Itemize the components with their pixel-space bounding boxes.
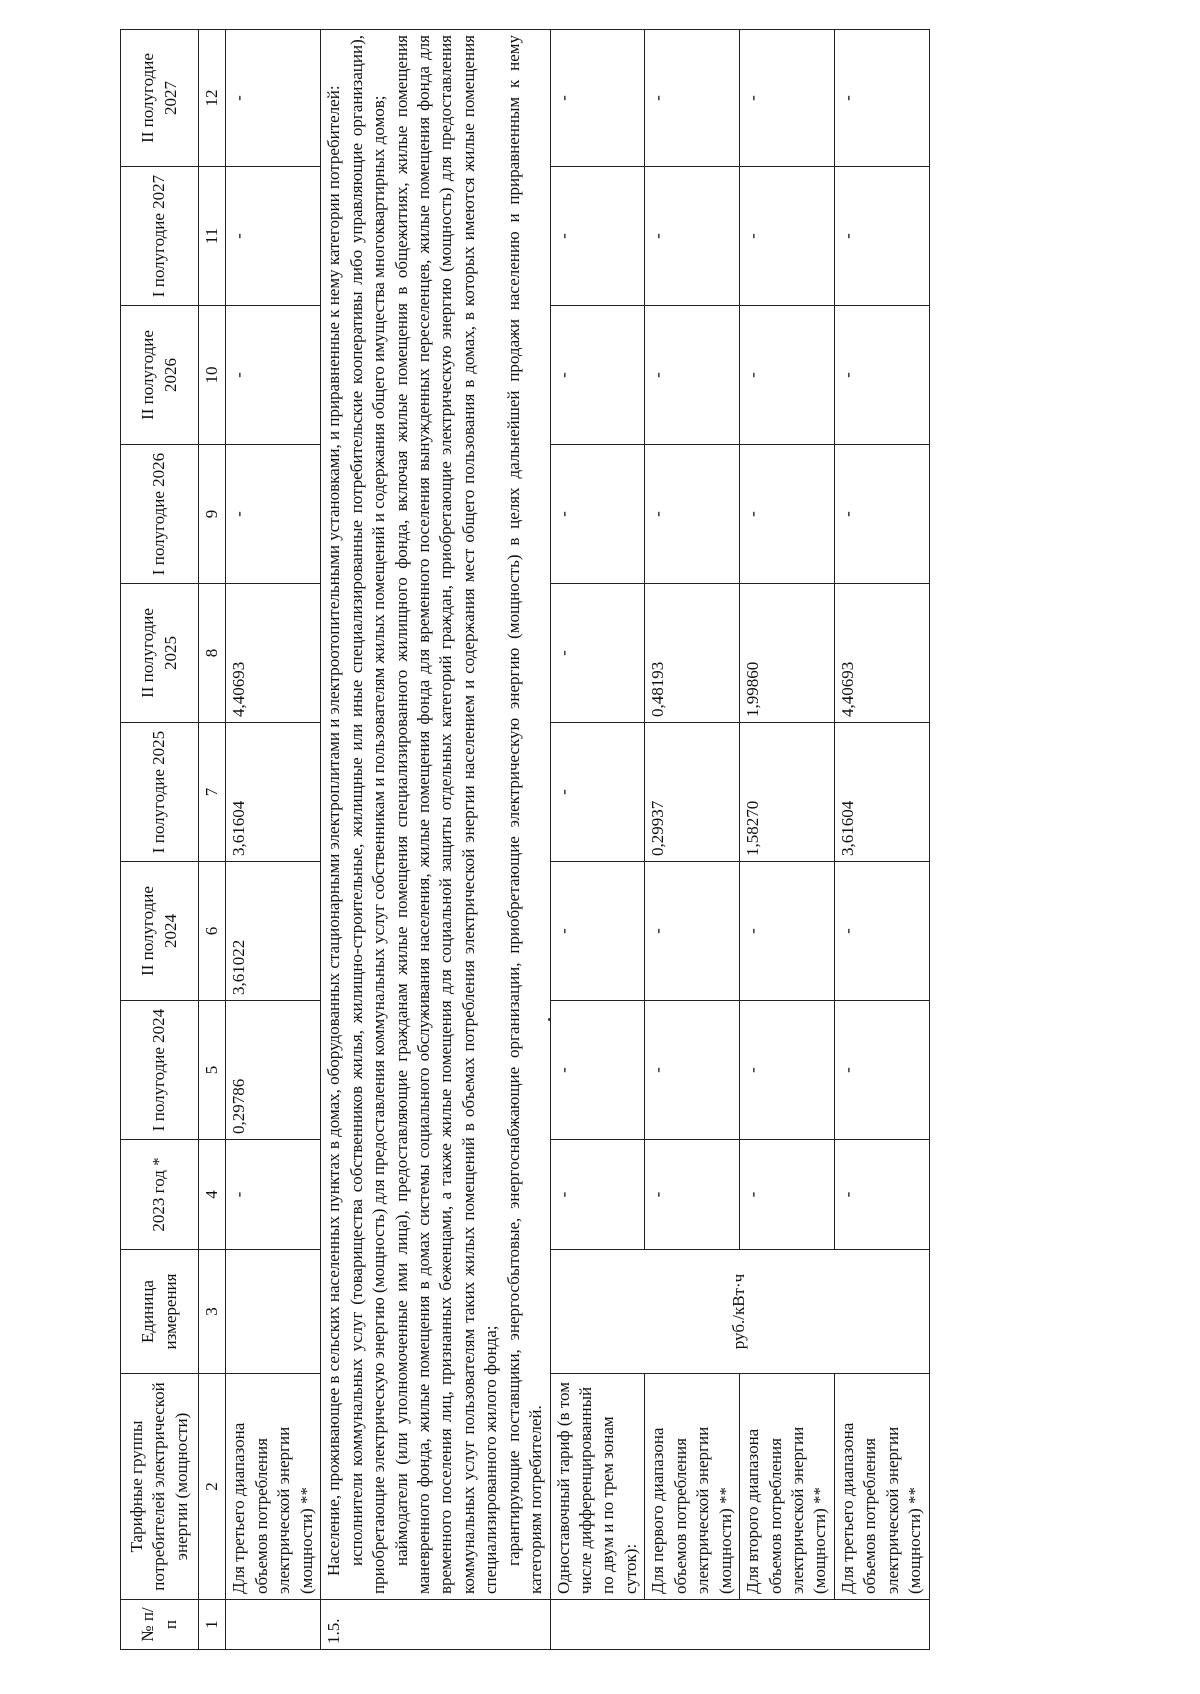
- row-name: Для второго диапазона объемов потребления электрической энергии (мощности) **: [740, 1374, 835, 1600]
- col-number: 3: [199, 1250, 226, 1374]
- row-name: Одноставочный тариф (в том числе дифференцированный по двум и по трем зонам суток):: [550, 1374, 645, 1600]
- row-value: -: [740, 445, 835, 584]
- row-value: -: [740, 167, 835, 306]
- row-value: -: [740, 30, 835, 167]
- row-value: -: [834, 1001, 929, 1140]
- row-value: -: [834, 306, 929, 445]
- header-period: I полугодие 2027: [121, 167, 199, 306]
- header-2023: 2023 год *: [121, 1140, 199, 1250]
- rotated-page: [120, 30, 1120, 1650]
- header-row: [121, 30, 199, 1650]
- row-value: -: [645, 1001, 740, 1140]
- row-value: -: [740, 862, 835, 1001]
- tariff-table: [120, 29, 930, 1650]
- row-value: -: [550, 445, 645, 584]
- header-period: I полугодие 2024: [121, 1001, 199, 1140]
- row-value: -: [645, 862, 740, 1001]
- row-value: -: [834, 30, 929, 167]
- row-value: -: [226, 30, 321, 167]
- row-value: -: [226, 445, 321, 584]
- col-number: 4: [199, 1140, 226, 1250]
- row-value: 0,48193: [645, 584, 740, 723]
- row-2023: -: [645, 1140, 740, 1250]
- col-number: 10: [199, 306, 226, 445]
- row-no: [550, 1600, 929, 1650]
- row-value: -: [645, 445, 740, 584]
- unit-cell: руб./кВт·ч: [550, 1250, 929, 1374]
- section-row: [321, 30, 550, 1650]
- row-name: Для третьего диапазона объемов потребления электрической энергии (мощности) **: [226, 1374, 321, 1600]
- col-number: 11: [199, 167, 226, 306]
- header-unit: Единица измерения: [121, 1250, 199, 1374]
- header-period: I полугодие 2026: [121, 445, 199, 584]
- row-no: [226, 1600, 321, 1650]
- row-value: -: [550, 1001, 645, 1140]
- table-row: [740, 30, 835, 1650]
- section-paragraph: исполнители коммунальных услуг (товарищества собственников жилья, жилищно-строительные, жилищные или иные специализированные потребительские кооперативы либо управляющие организации), приобретающие электрическую энергию (мощность) для предоставления коммунальных услуг собственникам и пользователям жилых помещений и содержания общего имущества многоквартирных домов;: [346, 35, 389, 1594]
- row-value: -: [550, 723, 645, 862]
- col-number: 2: [199, 1374, 226, 1600]
- row-value: 4,40693: [226, 584, 321, 723]
- header-group: Тарифные группы потребителей электрической энергии (мощности): [121, 1374, 199, 1600]
- row-value: 3,61604: [226, 723, 321, 862]
- row-value: 3,61022: [226, 862, 321, 1001]
- table-row: [834, 30, 929, 1650]
- row-value: -: [226, 306, 321, 445]
- row-value: -: [834, 445, 929, 584]
- row-value: -: [550, 584, 645, 723]
- row-2023: -: [834, 1140, 929, 1250]
- row-value: 1,58270: [740, 723, 835, 862]
- section-paragraph: Население, проживающее в сельских населенных пунктах в домах, оборудованных стационарными электроплитами и электроотопительными установками, и приравненные к нему категории потребителей:: [324, 85, 344, 1576]
- section-paragraph: гарантирующие поставщики, энергосбытовые, энергоснабжающие организации, приобретающие электрическую энергию (мощность) в целях дальнейшей продажи населению и приравненным к нему категориям потребителей.: [503, 35, 546, 1594]
- row-value: 3,61604: [834, 723, 929, 862]
- row-value: -: [550, 306, 645, 445]
- row-value: -: [550, 167, 645, 306]
- row-value: -: [226, 167, 321, 306]
- col-number: 12: [199, 30, 226, 167]
- row-value: -: [645, 30, 740, 167]
- row-unit: [226, 1250, 321, 1374]
- row-name: Для первого диапазона объемов потребления электрической энергии (мощности) **: [645, 1374, 740, 1600]
- column-number-row: [199, 30, 226, 1650]
- header-period: II полугодие 2024: [121, 862, 199, 1001]
- row-value: -: [740, 306, 835, 445]
- header-period: I полугодие 2025: [121, 723, 199, 862]
- col-number: 8: [199, 584, 226, 723]
- section-number: 1.5.: [321, 1600, 550, 1650]
- row-value: -: [550, 30, 645, 167]
- row-2023: -: [740, 1140, 835, 1250]
- row-value: -: [834, 167, 929, 306]
- row-value: -: [645, 167, 740, 306]
- row-2023: -: [550, 1140, 645, 1250]
- col-number: 5: [199, 1001, 226, 1140]
- row-name: Для третьего диапазона объемов потребления электрической энергии (мощности) **: [834, 1374, 929, 1600]
- row-value: -: [550, 862, 645, 1001]
- section-paragraph: наймодатели (или уполномоченные ими лица), предоставляющие гражданам жилые помещения специализированного жилищного фонда, включая жилые помещения в общежитиях, жилые помещения маневренного фонда, жилые помещения в домах системы социального обслуживания населения, жилые помещения фонда для временного поселения вынужденных переселенцев, жилые помещения фонда для временного поселения лиц, признанных беженцами, а также жилые помещения для социальной защиты отдельных категорий граждан, приобретающие электрическую энергию (мощность) для предоставления коммунальных услуг пользователям таких жилых помещений в объемах потребления электрической энергии населением и содержания мест общего пользования в домах, в которых имеются жилые помещения специализированного жилого фонда;: [391, 35, 501, 1594]
- table-row: [226, 30, 321, 1650]
- row-value: -: [740, 1001, 835, 1140]
- col-number: 1: [199, 1600, 226, 1650]
- header-no: № п/п: [121, 1600, 199, 1650]
- header-period: II полугодие 2027: [121, 30, 199, 167]
- row-value: 0,29786: [226, 1001, 321, 1140]
- row-value: 4,40693: [834, 584, 929, 723]
- row-value: 0,29937: [645, 723, 740, 862]
- table-row: [550, 30, 645, 1650]
- col-number: 6: [199, 862, 226, 1001]
- row-value: -: [645, 306, 740, 445]
- row-value: -: [834, 862, 929, 1001]
- col-number: 9: [199, 445, 226, 584]
- section-description: [321, 30, 550, 1600]
- header-period: II полугодие 2025: [121, 584, 199, 723]
- scan-speck: [548, 1018, 551, 1021]
- row-value: 1,99860: [740, 584, 835, 723]
- table-row: [645, 30, 740, 1650]
- col-number: 7: [199, 723, 226, 862]
- header-period: II полугодие 2026: [121, 306, 199, 445]
- row-2023: -: [226, 1140, 321, 1250]
